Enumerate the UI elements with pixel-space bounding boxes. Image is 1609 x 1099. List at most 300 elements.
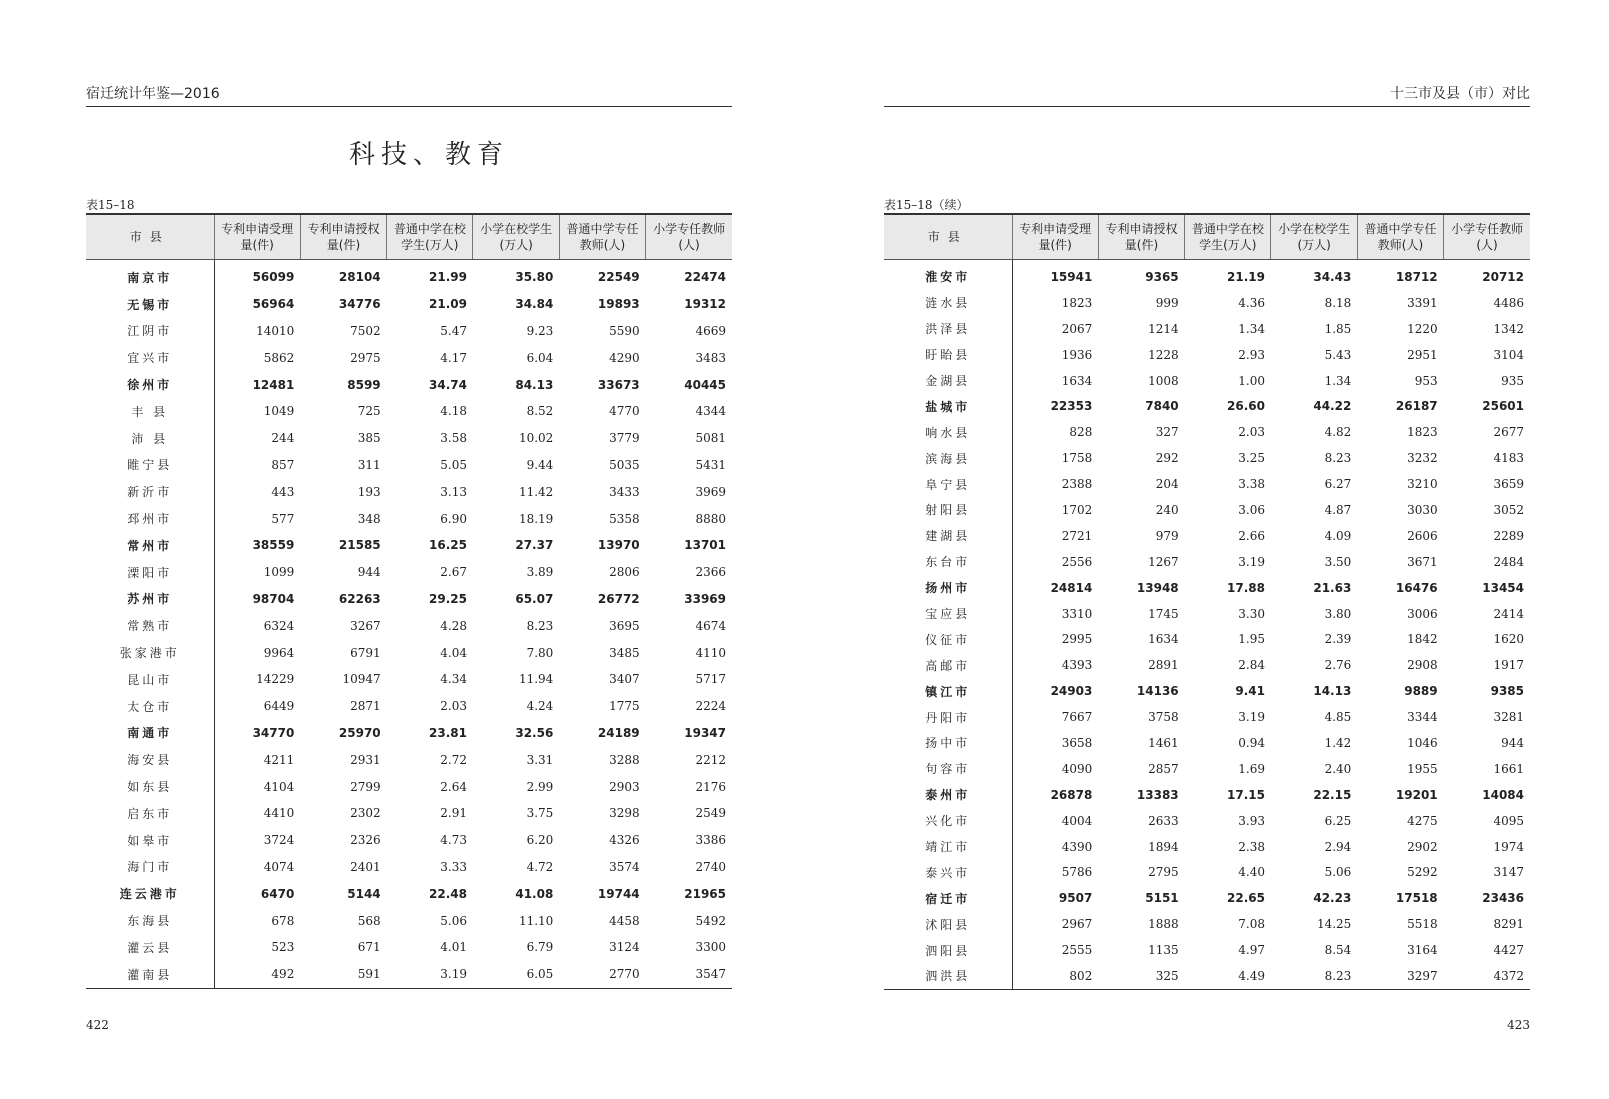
table-cell: 5862	[263, 350, 295, 365]
table-cell: 6.20	[526, 833, 554, 848]
table-cell: 28104	[338, 270, 381, 285]
table-row	[86, 720, 732, 747]
table-cell: 21.09	[429, 297, 467, 312]
table-cell: 22.65	[1227, 891, 1265, 906]
table-cell: 1758	[1061, 451, 1093, 466]
table-cell: 4.97	[1238, 943, 1265, 958]
table-cell: 19744	[597, 886, 640, 901]
region-name: 常州市	[86, 532, 214, 559]
table-cell: 1342	[1493, 321, 1524, 336]
table-cell: 5292	[1407, 865, 1438, 880]
table-cell: 26187	[1395, 399, 1438, 414]
table-cell: 1842	[1407, 632, 1438, 647]
table-cell: 3.19	[1238, 710, 1265, 725]
table-cell: 4095	[1493, 813, 1524, 828]
table-cell: 671	[357, 940, 381, 955]
table-cell: 34776	[338, 297, 381, 312]
column-header: 专利申请授权量(件)	[300, 214, 386, 260]
table-row	[86, 344, 732, 371]
table-cell: 4.01	[440, 940, 467, 955]
table-cell: 2289	[1493, 528, 1524, 543]
table-cell: 3485	[609, 645, 640, 660]
table-cell: 26772	[597, 591, 640, 606]
table-cell: 3695	[609, 618, 640, 633]
table-cell: 3.33	[440, 859, 467, 874]
table-cell: 1214	[1148, 321, 1179, 336]
table-cell: 13454	[1482, 580, 1524, 595]
table-cell: 6449	[263, 699, 295, 714]
table-cell: 4393	[1061, 658, 1093, 673]
table-cell: 26.60	[1227, 399, 1265, 414]
table-cell: 4.17	[440, 350, 467, 365]
table-cell: 2633	[1148, 813, 1179, 828]
table-cell: 2606	[1407, 528, 1438, 543]
table-cell: 568	[357, 913, 381, 928]
table-cell: 240	[1155, 502, 1179, 517]
table-cell: 443	[271, 484, 295, 499]
table-cell: 2871	[350, 699, 381, 714]
table-cell: 3164	[1407, 943, 1438, 958]
column-header: 普通中学专任教师(人)	[1357, 214, 1443, 260]
table-cell: 3.75	[526, 806, 554, 821]
table-cell: 2224	[695, 699, 726, 714]
table-body	[884, 260, 1530, 990]
table-cell: 4.34	[440, 672, 467, 687]
table-cell: 9889	[1404, 684, 1438, 699]
table-cell: 244	[271, 431, 295, 446]
table-header-row	[884, 214, 1530, 260]
region-name: 金湖县	[884, 368, 1012, 394]
table-cell: 9.44	[526, 457, 554, 472]
table-cell: 1823	[1061, 295, 1093, 310]
table-cell: 1.95	[1238, 632, 1265, 647]
table-cell: 5431	[695, 457, 726, 472]
table-cell: 5717	[695, 672, 726, 687]
table-cell: 13701	[684, 538, 726, 553]
table-cell: 2549	[695, 806, 726, 821]
table-cell: 35.80	[515, 270, 554, 285]
table-row	[86, 318, 732, 345]
table-cell: 21.19	[1227, 269, 1265, 284]
table-cell: 24814	[1050, 580, 1093, 595]
table-cell: 21965	[684, 886, 726, 901]
table-row	[884, 885, 1530, 911]
table-cell: 10.02	[518, 431, 554, 446]
table-cell: 1917	[1493, 658, 1524, 673]
column-header: 小学在校学生(万人)	[473, 214, 559, 260]
table-row	[86, 371, 732, 398]
table-cell: 2891	[1148, 658, 1179, 673]
table-row	[86, 854, 732, 881]
region-name: 兴化市	[884, 808, 1012, 834]
region-name: 洪泽县	[884, 316, 1012, 342]
table-cell: 3.13	[440, 484, 467, 499]
table-cell: 32.56	[515, 725, 554, 740]
table-row	[86, 586, 732, 613]
table-cell: 311	[357, 457, 381, 472]
table-cell: 3232	[1407, 451, 1438, 466]
chapter-title: 科技、教育	[348, 140, 509, 170]
table-cell: 523	[271, 940, 295, 955]
statistics-table	[86, 213, 732, 989]
table-cell: 25601	[1482, 399, 1524, 414]
table-cell: 62263	[338, 591, 381, 606]
table-cell: 11.10	[518, 913, 554, 928]
table-cell: 2.39	[1324, 632, 1352, 647]
table-cell: 1.42	[1324, 735, 1352, 750]
table-cell: 3147	[1493, 865, 1524, 880]
region-name: 无锡市	[86, 291, 214, 318]
table-cell: 3547	[646, 961, 732, 988]
table-cell: 953	[1414, 373, 1438, 388]
table-row	[86, 666, 732, 693]
region-name: 淮安市	[884, 260, 1012, 290]
table-label: 表15–18	[86, 198, 135, 212]
table-cell: 678	[271, 913, 295, 928]
table-cell: 3288	[609, 752, 640, 767]
table-cell: 3671	[1407, 554, 1438, 569]
table-cell: 1.69	[1238, 761, 1265, 776]
table-cell: 3.19	[387, 961, 473, 988]
table-cell: 84.13	[515, 377, 554, 392]
table-cell: 5786	[1061, 865, 1093, 880]
table-cell: 7.80	[526, 645, 554, 660]
table-cell: 828	[1069, 425, 1093, 440]
table-cell: 2.76	[1324, 658, 1352, 673]
table-cell: 3.58	[440, 431, 467, 446]
column-header: 专利申请授权量(件)	[1098, 214, 1184, 260]
table-cell: 18.19	[518, 511, 554, 526]
table-cell: 22549	[597, 270, 640, 285]
table-cell: 2556	[1061, 554, 1093, 569]
table-cell: 14.25	[1316, 917, 1352, 932]
table-row	[884, 834, 1530, 860]
table-cell: 1135	[1148, 943, 1179, 958]
table-cell: 65.07	[515, 591, 554, 606]
table-cell: 3300	[695, 940, 726, 955]
table-cell: 3052	[1493, 502, 1524, 517]
table-row	[86, 746, 732, 773]
table-cell: 7667	[1061, 710, 1093, 725]
table-cell: 9964	[263, 645, 295, 660]
table-cell: 4.24	[526, 699, 554, 714]
table-cell: 33969	[684, 591, 726, 606]
region-name: 昆山市	[86, 666, 214, 693]
table-cell: 6.25	[1324, 813, 1352, 828]
table-row	[884, 678, 1530, 704]
table-cell: 3.50	[1324, 554, 1352, 569]
table-row	[86, 398, 732, 425]
table-cell: 22474	[684, 270, 726, 285]
table-row	[86, 693, 732, 720]
table-cell: 2806	[609, 565, 640, 580]
table-cell: 6.27	[1324, 477, 1352, 492]
table-cell: 1745	[1148, 606, 1179, 621]
table-cell: 14010	[256, 323, 295, 338]
table-cell: 2.72	[440, 752, 467, 767]
region-name: 宝应县	[884, 601, 1012, 627]
region-name: 南通市	[86, 720, 214, 747]
table-cell: 29.25	[429, 591, 467, 606]
table-cell: 3779	[609, 431, 640, 446]
table-cell: 3104	[1493, 347, 1524, 362]
table-row	[884, 911, 1530, 937]
region-name: 溧阳市	[86, 559, 214, 586]
table-cell: 4770	[609, 404, 640, 419]
table-cell: 1461	[1148, 735, 1179, 750]
table-cell: 0.94	[1238, 735, 1265, 750]
table-row	[884, 342, 1530, 368]
table-cell: 4669	[695, 323, 726, 338]
table-cell: 1228	[1148, 347, 1179, 362]
table-cell: 2414	[1493, 606, 1524, 621]
table-cell: 2484	[1493, 554, 1524, 569]
table-row	[86, 612, 732, 639]
table-cell: 2366	[695, 565, 726, 580]
left-page	[86, 0, 732, 1099]
table-row	[884, 937, 1530, 963]
region-name: 仪征市	[884, 626, 1012, 652]
table-cell: 193	[357, 484, 381, 499]
table-cell: 38559	[252, 538, 295, 553]
table-cell: 725	[357, 404, 381, 419]
table-cell: 4.36	[1238, 295, 1265, 310]
table-cell: 2903	[609, 779, 640, 794]
table-cell: 348	[357, 511, 381, 526]
table-cell: 5144	[347, 886, 381, 901]
table-cell: 3.89	[526, 565, 554, 580]
table-row	[86, 934, 732, 961]
table-cell: 40445	[684, 377, 726, 392]
table-cell: 14.13	[1313, 684, 1352, 699]
yearbook-title: 宿迁统计年鉴—2016	[86, 86, 220, 102]
table-cell: 3407	[609, 672, 640, 687]
table-cell: 4410	[263, 806, 295, 821]
region-name: 海门市	[86, 854, 214, 881]
table-cell: 2995	[1061, 632, 1093, 647]
region-name: 连云港市	[86, 880, 214, 907]
table-cell: 4.18	[440, 404, 467, 419]
table-cell: 4.85	[1324, 710, 1352, 725]
table-cell: 1702	[1061, 502, 1093, 517]
table-cell: 4.73	[440, 833, 467, 848]
table-cell: 1099	[263, 565, 295, 580]
region-name: 东海县	[86, 907, 214, 934]
table-cell: 8.23	[1324, 451, 1352, 466]
table-cell: 17.15	[1227, 787, 1265, 802]
table-cell: 4372	[1444, 963, 1530, 989]
table-cell: 2.03	[440, 699, 467, 714]
table-body	[86, 260, 732, 989]
table-cell: 4326	[609, 833, 640, 848]
table-cell: 1823	[1407, 425, 1438, 440]
table-cell: 15941	[1050, 269, 1093, 284]
table-cell: 44.22	[1313, 399, 1352, 414]
table-row	[884, 756, 1530, 782]
region-name: 灌南县	[86, 961, 214, 988]
region-name: 宿迁市	[884, 885, 1012, 911]
table-row	[884, 782, 1530, 808]
table-row	[86, 773, 732, 800]
table-row	[86, 907, 732, 934]
table-cell: 385	[357, 431, 381, 446]
column-header: 小学专任教师(人)	[1444, 214, 1530, 260]
table-cell: 577	[271, 511, 295, 526]
table-cell: 27.37	[515, 538, 554, 553]
table-cell: 4290	[609, 350, 640, 365]
section-title: 十三市及县（市）对比	[1390, 86, 1530, 102]
table-cell: 3.19	[1238, 554, 1265, 569]
region-name: 宜兴市	[86, 344, 214, 371]
table-row	[884, 730, 1530, 756]
region-name: 泗洪县	[884, 963, 1012, 989]
table-cell: 2.91	[440, 806, 467, 821]
table-cell: 2770	[559, 961, 645, 988]
table-cell: 6470	[260, 886, 295, 901]
table-cell: 34770	[252, 725, 295, 740]
table-row	[884, 652, 1530, 678]
table-cell: 16.25	[429, 538, 467, 553]
table-cell: 8.54	[1324, 943, 1352, 958]
table-cell: 21.99	[429, 270, 467, 285]
table-cell: 4674	[695, 618, 726, 633]
table-cell: 5492	[695, 913, 726, 928]
table-cell: 204	[1155, 477, 1179, 492]
table-cell: 4486	[1493, 295, 1524, 310]
page-number: 423	[1507, 1018, 1530, 1032]
table-cell: 4.40	[1238, 865, 1265, 880]
table-row	[86, 478, 732, 505]
table-cell: 22.15	[1313, 787, 1352, 802]
table-row	[884, 316, 1530, 342]
table-row	[86, 291, 732, 318]
table-row	[884, 808, 1530, 834]
table-row	[884, 626, 1530, 652]
table-cell: 23436	[1482, 891, 1524, 906]
table-cell: 3210	[1407, 477, 1438, 492]
table-cell: 14229	[256, 672, 295, 687]
table-cell: 2967	[1061, 917, 1093, 932]
column-header: 普通中学专任教师(人)	[559, 214, 645, 260]
region-name: 滨海县	[884, 445, 1012, 471]
table-cell: 13948	[1136, 580, 1179, 595]
region-name: 邳州市	[86, 505, 214, 532]
table-cell: 21585	[338, 538, 381, 553]
table-cell: 327	[1155, 425, 1179, 440]
table-cell: 3.38	[1238, 477, 1265, 492]
table-cell: 6.05	[473, 961, 559, 988]
table-cell: 22353	[1050, 399, 1093, 414]
table-cell: 2388	[1061, 477, 1093, 492]
table-cell: 3574	[609, 859, 640, 874]
table-row	[86, 639, 732, 666]
table-cell: 11.42	[518, 484, 554, 499]
running-header	[86, 84, 732, 107]
region-name: 扬中市	[884, 730, 1012, 756]
table-cell: 34.74	[429, 377, 467, 392]
region-name: 盐城市	[884, 393, 1012, 419]
table-cell: 1220	[1407, 321, 1438, 336]
table-cell: 4275	[1407, 813, 1438, 828]
region-name: 盱眙县	[884, 342, 1012, 368]
region-name: 泰州市	[884, 782, 1012, 808]
table-cell: 1974	[1493, 839, 1524, 854]
table-cell: 5.06	[1324, 865, 1352, 880]
table-cell: 18712	[1395, 269, 1438, 284]
table-cell: 3006	[1407, 606, 1438, 621]
table-cell: 4211	[263, 752, 295, 767]
table-cell: 4.72	[526, 859, 554, 874]
table-cell: 6.79	[526, 940, 554, 955]
page-number: 422	[86, 1018, 109, 1032]
region-name: 太仓市	[86, 693, 214, 720]
table-cell: 2908	[1407, 658, 1438, 673]
table-cell: 8.23	[526, 618, 554, 633]
region-name: 泗阳县	[884, 937, 1012, 963]
table-row	[884, 523, 1530, 549]
table-row	[86, 559, 732, 586]
table-row	[884, 859, 1530, 885]
table-cell: 6.04	[526, 350, 554, 365]
table-cell: 2.64	[440, 779, 467, 794]
table-cell: 7.08	[1238, 917, 1265, 932]
table-cell: 17.88	[1227, 580, 1265, 595]
region-name: 如皋市	[86, 827, 214, 854]
table-cell: 2795	[1148, 865, 1179, 880]
column-header-region: 市县	[884, 214, 1012, 260]
region-name: 新沂市	[86, 478, 214, 505]
table-cell: 3659	[1493, 477, 1524, 492]
table-cell: 19312	[684, 297, 726, 312]
table-cell: 8.18	[1324, 295, 1352, 310]
table-row	[86, 260, 732, 291]
table-cell: 3.93	[1238, 813, 1265, 828]
table-cell: 8.23	[1271, 963, 1357, 989]
table-cell: 2555	[1061, 943, 1093, 958]
table-cell: 3310	[1061, 606, 1093, 621]
table-cell: 4.28	[440, 618, 467, 633]
table-cell: 98704	[252, 591, 295, 606]
table-cell: 292	[1155, 451, 1179, 466]
region-name: 丹阳市	[884, 704, 1012, 730]
table-cell: 3.31	[526, 752, 554, 767]
table-cell: 3297	[1357, 963, 1443, 989]
table-cell: 5358	[609, 511, 640, 526]
table-cell: 7502	[350, 323, 381, 338]
table-cell: 2951	[1407, 347, 1438, 362]
table-cell: 2.38	[1238, 839, 1265, 854]
table-cell: 14084	[1482, 787, 1524, 802]
table-cell: 2902	[1407, 839, 1438, 854]
table-cell: 9.41	[1235, 684, 1265, 699]
table-label: 表15–18（续）	[884, 198, 969, 212]
region-name: 靖江市	[884, 834, 1012, 860]
table-cell: 1775	[609, 699, 640, 714]
table-cell: 3758	[1148, 710, 1179, 725]
table-cell: 2.40	[1324, 761, 1352, 776]
table-cell: 6.90	[440, 511, 467, 526]
table-cell: 3391	[1407, 295, 1438, 310]
table-cell: 9507	[1058, 891, 1093, 906]
table-cell: 2721	[1061, 528, 1093, 543]
table-cell: 1955	[1407, 761, 1438, 776]
table-row	[884, 419, 1530, 445]
column-header: 普通中学在校学生(万人)	[387, 214, 473, 260]
column-header-region: 市县	[86, 214, 214, 260]
table-cell: 26878	[1050, 787, 1093, 802]
table-row	[884, 575, 1530, 601]
table-row	[86, 880, 732, 907]
